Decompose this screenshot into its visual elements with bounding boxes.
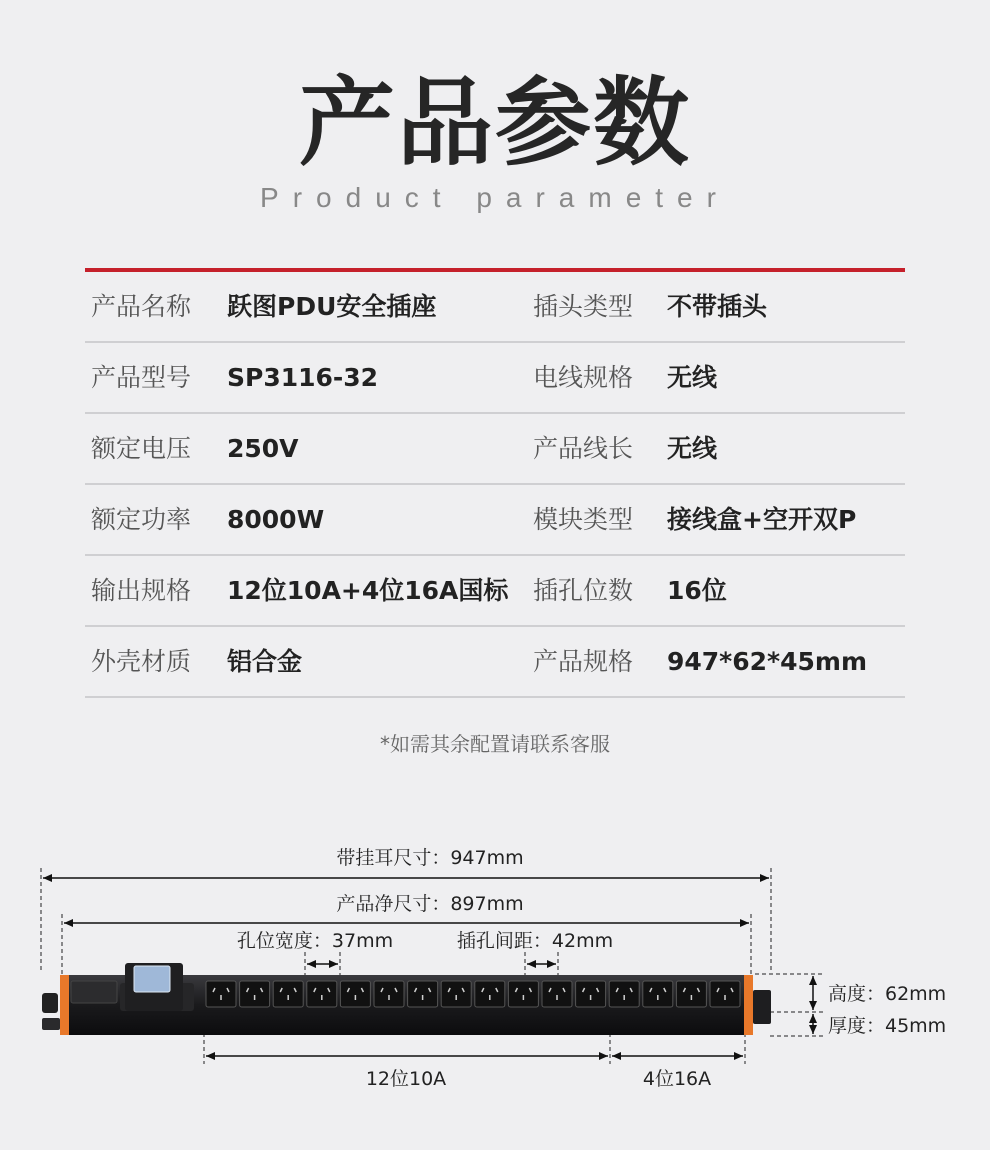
contact-note: *如需其余配置请联系客服: [380, 732, 610, 756]
group-16a-label: 4位16A: [642, 1068, 712, 1090]
outlet-socket: [676, 981, 706, 1007]
height-label: 高度：62mm: [828, 983, 947, 1005]
outlet-socket: [441, 981, 471, 1007]
spec-label: 插头类型: [533, 292, 634, 321]
mounting-ear-right: [753, 990, 771, 1024]
spec-value: SP3116-32: [227, 363, 379, 392]
net-length-label: 产品净尺寸：897mm: [336, 893, 524, 915]
spec-value: 不带插头: [667, 292, 768, 321]
outlet-socket: [240, 981, 270, 1007]
outlet-socket: [307, 981, 337, 1007]
hole-width-label: 孔位宽度：37mm: [236, 930, 394, 952]
outlet-socket: [475, 981, 505, 1007]
mounting-ear-left-bottom: [42, 1018, 60, 1030]
spec-value: 无线: [667, 363, 718, 392]
outlet-socket: [542, 981, 572, 1007]
spec-label: 额定功率: [91, 505, 192, 534]
page-title: 产品参数: [299, 67, 691, 179]
spec-value: 947*62*45mm: [667, 647, 868, 676]
spec-value: 250V: [227, 434, 299, 463]
thickness-label: 厚度：45mm: [828, 1015, 947, 1037]
spec-label: 产品规格: [533, 647, 634, 676]
spec-value: 8000W: [227, 505, 325, 534]
junction-box: [71, 981, 117, 1003]
spec-label: 电线规格: [533, 363, 634, 392]
spec-value: 无线: [667, 434, 718, 463]
outlet-socket: [643, 981, 673, 1007]
ear-length-label: 带挂耳尺寸：947mm: [336, 847, 524, 869]
end-cap-right: [744, 975, 753, 1035]
hole-spacing-label: 插孔间距：42mm: [456, 930, 614, 952]
page-subtitle: Product parameter: [260, 182, 730, 213]
outlet-socket: [508, 981, 538, 1007]
outlet-socket: [408, 981, 438, 1007]
pdu-product-image: [42, 963, 771, 1035]
spec-value: 12位10A+4位16A国标: [227, 576, 509, 605]
spec-label: 插孔位数: [533, 576, 634, 605]
spec-value: 16位: [667, 576, 727, 605]
end-cap-left: [60, 975, 69, 1035]
spec-label: 输出规格: [91, 576, 192, 605]
spec-value: 接线盒+空开双P: [667, 505, 857, 534]
spec-label: 外壳材质: [91, 647, 192, 676]
spec-value: 跃图PDU安全插座: [227, 292, 437, 321]
outlet-socket: [340, 981, 370, 1007]
outlet-socket: [609, 981, 639, 1007]
outlet-socket: [710, 981, 740, 1007]
outlet-socket: [576, 981, 606, 1007]
spec-label: 产品名称: [91, 292, 192, 321]
spec-label: 额定电压: [91, 434, 192, 463]
group-10a-label: 12位10A: [365, 1068, 447, 1090]
breaker-window: [134, 966, 170, 992]
mounting-ear-left: [42, 993, 58, 1013]
spec-label: 产品线长: [533, 434, 634, 463]
outlet-socket: [273, 981, 303, 1007]
outlet-socket: [374, 981, 404, 1007]
spec-label: 产品型号: [91, 363, 192, 392]
outlet-socket: [206, 981, 236, 1007]
spec-value: 铝合金: [227, 647, 303, 676]
spec-label: 模块类型: [533, 505, 634, 534]
